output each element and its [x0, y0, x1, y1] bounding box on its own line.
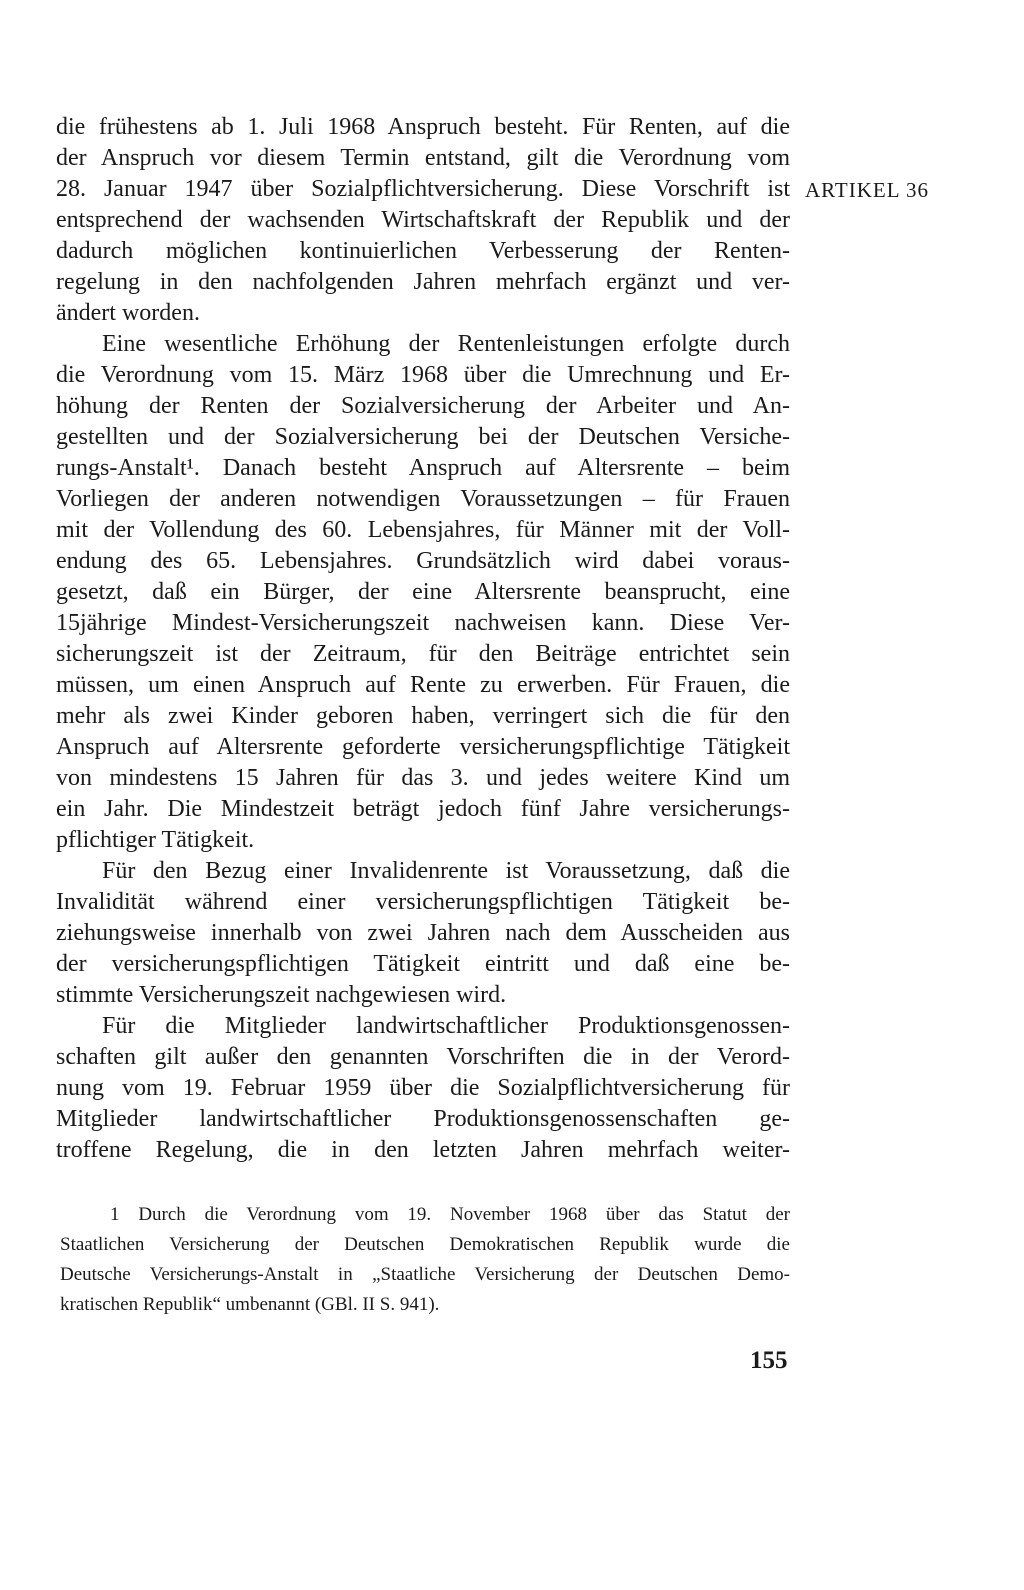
footnote-line: 1 Durch die Verordnung vom 19. November 1968 über das Statut der	[110, 1204, 790, 1225]
text-line: troffene Regelung, die in den letzten Jahren mehrfach weiter-	[56, 1137, 790, 1163]
text-line: gesetzt, daß ein Bürger, der eine Altersrente beansprucht, eine	[56, 579, 790, 605]
page-number: 155	[750, 1347, 788, 1374]
text-line: schaften gilt außer den genannten Vorschriften die in der Verord-	[56, 1044, 790, 1070]
text-line: der Anspruch vor diesem Termin entstand, gilt die Verordnung vom	[56, 145, 790, 171]
footnote-line: Staatlichen Versicherung der Deutschen Demokratischen Republik wurde die	[60, 1234, 790, 1255]
text-line: Invalidität während einer versicherungspflichtigen Tätigkeit be-	[56, 889, 790, 915]
margin-note-article: ARTIKEL 36	[805, 178, 930, 202]
text-line: höhung der Renten der Sozialversicherung der Arbeiter und An-	[56, 393, 790, 419]
text-line: Für die Mitglieder landwirtschaftlicher Produktionsgenossen-	[102, 1013, 790, 1039]
text-line: entsprechend der wachsenden Wirtschaftskraft der Republik und der	[56, 207, 790, 233]
footnote	[60, 1200, 790, 1320]
footnote-line: kratischen Republik“ umbenannt (GBl. II S. 941).	[60, 1294, 440, 1315]
text-line: Vorliegen der anderen notwendigen Voraussetzungen – für Frauen	[56, 486, 790, 512]
paragraph	[56, 112, 790, 329]
text-line: die frühestens ab 1. Juli 1968 Anspruch besteht. Für Renten, auf die	[56, 114, 790, 140]
text-line: ziehungsweise innerhalb von zwei Jahren nach dem Ausscheiden aus	[56, 920, 790, 946]
text-line: Eine wesentliche Erhöhung der Rentenleistungen erfolgte durch	[102, 331, 790, 357]
text-line: der versicherungspflichtigen Tätigkeit eintritt und daß eine be-	[56, 951, 790, 977]
text-line: müssen, um einen Anspruch auf Rente zu erwerben. Für Frauen, die	[56, 672, 790, 698]
text-line: pflichtiger Tätigkeit.	[56, 827, 255, 853]
text-line: stimmte Versicherungszeit nachgewiesen wird.	[56, 982, 507, 1008]
text-line: ändert worden.	[56, 300, 200, 326]
text-line: Anspruch auf Altersrente geforderte versicherungspflichtige Tätigkeit	[56, 734, 790, 760]
body-text	[56, 112, 790, 1166]
text-line: sicherungszeit ist der Zeitraum, für den Beiträge entrichtet sein	[56, 641, 790, 667]
text-line: Für den Bezug einer Invalidenrente ist Voraussetzung, daß die	[102, 858, 790, 884]
text-line: nung vom 19. Februar 1959 über die Sozialpflichtversicherung für	[56, 1075, 790, 1101]
text-line: die Verordnung vom 15. März 1968 über die Umrechnung und Er-	[56, 362, 790, 388]
text-line: ein Jahr. Die Mindestzeit beträgt jedoch fünf Jahre versicherungs-	[56, 796, 790, 822]
text-line: 15jährige Mindest-Versicherungszeit nachweisen kann. Diese Ver-	[56, 610, 790, 636]
paragraph	[56, 329, 790, 856]
text-line: gestellten und der Sozialversicherung bei der Deutschen Versiche-	[56, 424, 790, 450]
text-line: dadurch möglichen kontinuierlichen Verbesserung der Renten-	[56, 238, 790, 264]
text-line: mehr als zwei Kinder geboren haben, verringert sich die für den	[56, 703, 790, 729]
text-line: Mitglieder landwirtschaftlicher Produktionsgenossenschaften ge-	[56, 1106, 790, 1132]
text-line: 28. Januar 1947 über Sozialpflichtversicherung. Diese Vorschrift ist	[56, 176, 790, 202]
text-line: endung des 65. Lebensjahres. Grundsätzlich wird dabei voraus-	[56, 548, 790, 574]
text-line: regelung in den nachfolgenden Jahren mehrfach ergänzt und ver-	[56, 269, 790, 295]
text-line: mit der Vollendung des 60. Lebensjahres, für Männer mit der Voll-	[56, 517, 790, 543]
paragraph	[56, 856, 790, 1011]
text-line: rungs-Anstalt¹. Danach besteht Anspruch auf Altersrente – beim	[56, 455, 790, 481]
text-line: von mindestens 15 Jahren für das 3. und jedes weitere Kind um	[56, 765, 790, 791]
footnote-line: Deutsche Versicherungs-Anstalt in „Staatliche Versicherung der Deutschen Demo-	[60, 1264, 790, 1285]
paragraph	[56, 1011, 790, 1166]
